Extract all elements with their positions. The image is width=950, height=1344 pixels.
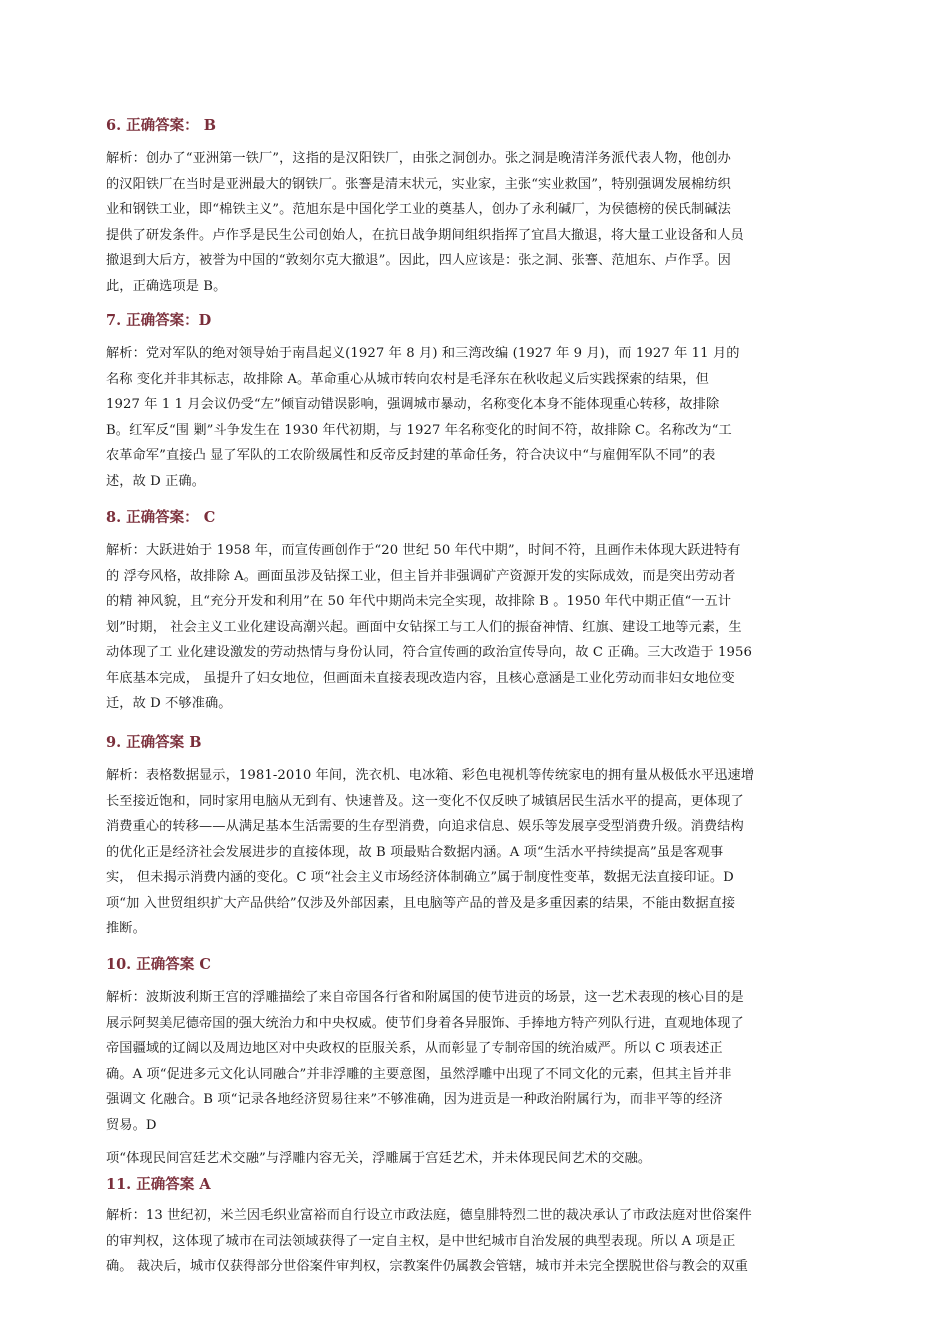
text-line: 解析：党对军队的绝对领导始于南昌起义(1927 年 8 月) 和三湾改编 (1927 年 9 月)，而 1927 年 11 月的 <box>106 346 740 361</box>
text-line: 撤退到大后方，被誉为中国的“敦刻尔克大撤退”。因此，四人应该是：张之洞、张謇、范旭东、卢作孚。因 <box>106 253 731 268</box>
explanation-text <box>106 1203 842 1280</box>
explanation-text <box>106 341 842 494</box>
text-line: 确。A 项“促进多元文化认同融合”并非浮雕的主要意图，虽然浮雕中出现了不同文化的元素，但其主旨并非 <box>106 1066 732 1082</box>
answer-heading: 7. 正确答案：D <box>106 312 212 329</box>
answer-heading: 10. 正确答案 C <box>106 956 211 973</box>
answer-section-7 <box>106 311 842 494</box>
text-line: 解析：波斯波利斯王宫的浮雕描绘了来自帝国各行省和附属国的使节进贡的场景，这一艺术表现的核心目的是 <box>106 990 744 1005</box>
text-line: 推断。 <box>106 921 146 936</box>
text-line: 述，故 D 正确。 <box>106 473 205 489</box>
answer-heading: 6. 正确答案： B <box>106 117 216 134</box>
text-line: 项“体现民间宫廷艺术交融”与浮雕内容无关，浮雕属于宫廷艺术，并未体现民间艺术的交融。 <box>106 1151 652 1166</box>
text-line: 的审判权，这体现了城市在司法领域获得了一定自主权，是中世纪城市自治发展的典型表现。所以 A 项是正 <box>106 1233 736 1249</box>
text-line: 动体现了工 业化建设激发的劳动热情与身份认同，符合宣传画的政治宣传导向，故 C 正确。三大改造于 1956 <box>106 645 752 660</box>
answer-section-6 <box>106 116 842 299</box>
text-line: 贸易。D <box>106 1117 157 1133</box>
answer-heading: 9. 正确答案 B <box>106 734 202 751</box>
text-line: 解析：13 世纪初，米兰因毛织业富裕而自行设立市政法庭，德皇腓特烈二世的裁决承认了市政法庭对世俗案件 <box>106 1208 752 1223</box>
text-line: 消费重心的转移——从满足基本生活需要的生存型消费，向追求信息、娱乐等发展享受型消费升级。消费结构 <box>106 819 744 834</box>
text-line: 确。 裁决后，城市仅获得部分世俗案件审判权，宗教案件仍属教会管辖，城市并未完全摆脱世俗与教会的双重 <box>106 1259 749 1274</box>
text-line: 的优化正是经济社会发展进步的直接体现，故 B 项最贴合数据内涵。A 项“生活水平持续提高”虽是客观事 <box>106 844 724 860</box>
text-line: 此，正确选项是 B。 <box>106 278 227 294</box>
text-line: B。红军反“围 剿”斗争发生在 1930 年代初期，与 1927 年名称变化的时间不符，故排除 C。名称改为“工 <box>106 422 732 438</box>
answer-heading: 8. 正确答案： C <box>106 509 216 526</box>
text-line: 项“加 入世贸组织扩大产品供给”仅涉及外部因素，且电脑等产品的普及是多重因素的结果，不能由数据直接 <box>106 895 736 911</box>
text-line: 农革命军”直接凸 显了军队的工农阶级属性和反帝反封建的革命任务，符合决议中“与雇佣军队不同”的表 <box>106 448 716 463</box>
text-line: 的 浮夸风格，故排除 A。画面虽涉及钻探工业，但主旨并非强调矿产资源开发的实际成效，而是突出劳动者 <box>106 568 736 584</box>
text-line: 1927 年 1 1 月会议仍受“左”倾盲动错误影响，强调城市暴动，名称变化本身不能体现重心转移，故排除 <box>106 397 720 412</box>
text-line: 的精 神风貌，且“充分开发和利用”在 50 年代中期尚未完全实现，故排除 B 。1950 年代中期正值“一五计 <box>106 594 732 609</box>
text-line: 解析：表格数据显示，1981-2010 年间，洗衣机、电冰箱、彩色电视机等传统家电的拥有量从极低水平迅速增 <box>106 768 755 783</box>
answer-section-8 <box>106 508 842 717</box>
text-line: 展示阿契美尼德帝国的强大统治力和中央权威。使节们身着各异服饰、手捧地方特产列队行进，直观地体现了 <box>106 1015 744 1031</box>
text-line: 解析：创办了“亚洲第一铁厂”，这指的是汉阳铁厂，由张之洞创办。张之洞是晚清洋务派代表人物，他创办 <box>106 151 731 166</box>
answer-heading: 11. 正确答案 A <box>106 1176 211 1193</box>
explanation-continuation <box>106 1146 842 1172</box>
text-line: 解析：大跃进始于 1958 年，而宣传画创作于“20 世纪 50 年代中期”，时间不符，且画作未体现大跃进特有 <box>106 543 741 558</box>
text-line: 年底基本完成， 虽提升了妇女地位，但画面未直接表现改造内容，且核心意涵是工业化劳动而非妇女地位变 <box>106 670 735 686</box>
answer-section-11 <box>106 1175 842 1280</box>
text-line: 迁，故 D 不够准确。 <box>106 696 232 711</box>
explanation-text <box>106 146 842 299</box>
text-line: 帝国疆域的辽阔以及周边地区对中央政权的臣服关系，从而彰显了专制帝国的统治威严。所以 C 项表述正 <box>106 1041 723 1056</box>
explanation-text <box>106 763 842 942</box>
text-line: 业和钢铁工业，即“棉铁主义”。范旭东是中国化学工业的奠基人，创办了永利碱厂，为侯德榜的侯氏制碱法 <box>106 202 731 217</box>
explanation-text <box>106 985 842 1138</box>
text-line: 的汉阳铁厂在当时是亚洲最大的钢铁厂。张謇是清末状元，实业家，主张“实业救国”，特别强调发展棉纺织 <box>106 176 731 192</box>
text-line: 名称 变化并非其标志，故排除 A。革命重心从城市转向农村是毛泽东在秋收起义后实践探索的结果，但 <box>106 371 709 387</box>
text-line: 长至接近饱和，同时家用电脑从无到有、快速普及。这一变化不仅反映了城镇居民生活水平的提高，更体现了 <box>106 793 744 809</box>
explanation-text <box>106 538 842 717</box>
answer-section-10 <box>106 955 842 1172</box>
text-line: 提供了研发条件。卢作孚是民生公司创始人，在抗日战争期间组织指挥了宜昌大撤退，将大量工业设备和人员 <box>106 227 744 243</box>
text-line: 强调文 化融合。B 项“记录各地经济贸易往来”不够准确，因为进贡是一种政治附属行为，而非平等的经济 <box>106 1092 723 1107</box>
text-line: 实， 但未揭示消费内涵的变化。C 项“社会主义市场经济体制确立”属于制度性变革，数据无法直接印证。D <box>106 870 734 885</box>
answer-section-9 <box>106 733 842 942</box>
text-line: 划”时期， 社会主义工业化建设高潮兴起。画面中女钻探工与工人们的振奋神情、红旗、建设工地等元素，生 <box>106 619 742 635</box>
